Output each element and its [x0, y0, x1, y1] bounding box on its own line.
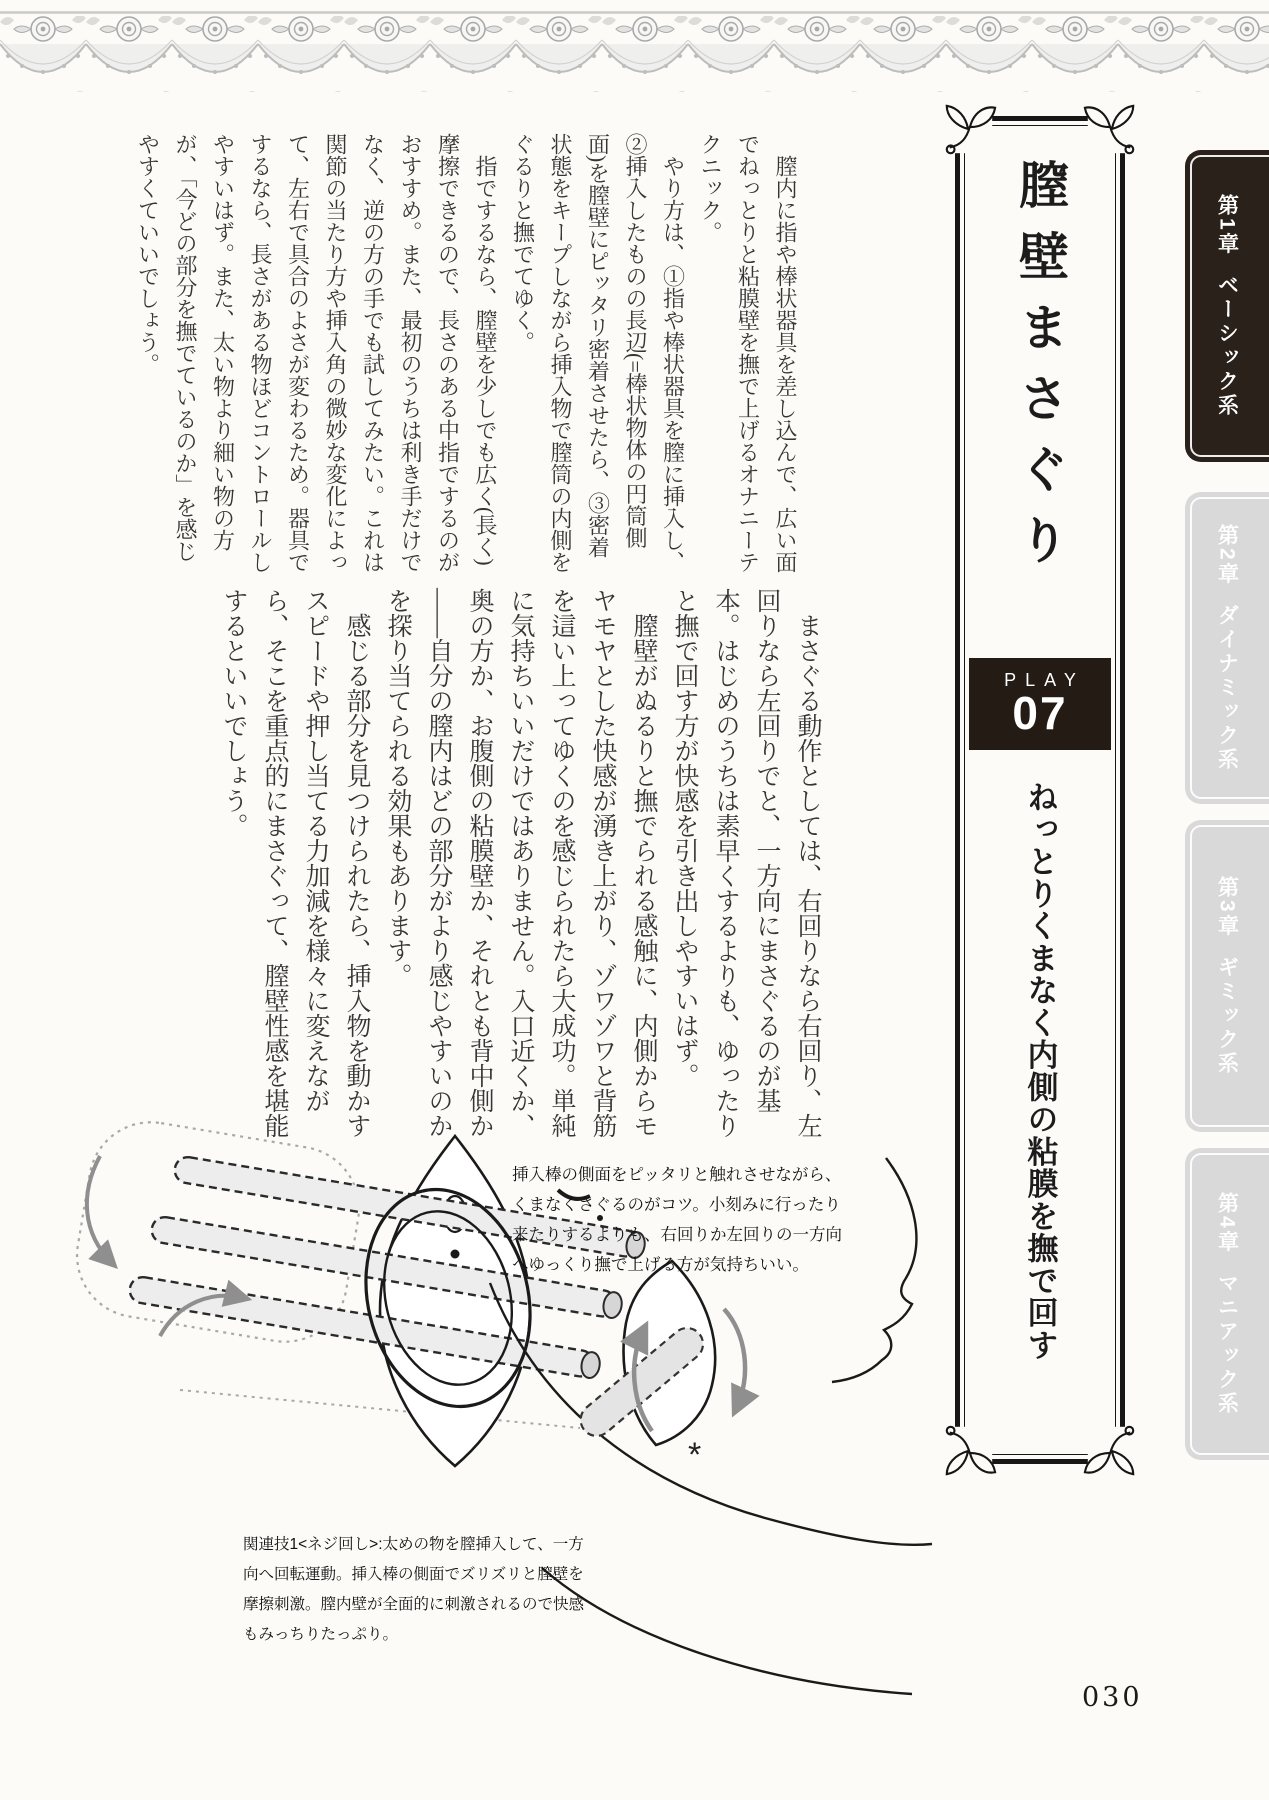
- motion-arrow-icon: [87, 1156, 112, 1263]
- tab-chapter-name: ギミック系: [1215, 956, 1239, 1077]
- body-text-block-2: [128, 588, 828, 1138]
- tab-label: [1217, 1192, 1238, 1417]
- illustration-caption: 挿入棒の側面をピッタリと触れさせながら、くまなくさぐるのがコツ。小刻みに行ったり来たりするよりも、右回りか左回りの一方向へゆっくり撫で上げる方が気持ちいい。: [512, 1166, 842, 1274]
- leaf-ornament-icon: [1082, 1421, 1140, 1479]
- paragraph: まさぐる動作としては、右回りなら右回り、左回りなら左回りでと、一方向にまさぐるのが基本。はじめのうちは素早くするよりも、ゆったりと撫で回す方が快感を引き出しやすいはず。: [671, 588, 821, 1138]
- tab-chapter-1-basic: [1185, 150, 1269, 462]
- title-frame: [955, 116, 1125, 1464]
- rose-lace-border-icon: [0, 10, 1269, 92]
- tab-label: [1217, 194, 1238, 419]
- paragraph: 指でするなら、膣壁を少しでも広く(長く)摩擦できるので、長さのある中指でするのがおすすめ。また、最初のうちは利き手だけでなく、逆の方の手でも試してみたい。これは関節の当たり方や挿入角の微妙な変化によって、左右で具合のよさが変わるため。器具でするなら、長さがある物ほどコントロールしやすいはず。また、太い物より細い物の方が、「今どの部分を撫でているのか」を感じやすくていいでしょう。: [135, 133, 498, 573]
- tab-chapter-2-dynamic: [1185, 492, 1269, 804]
- tab-label: [1217, 524, 1238, 773]
- page-number: 030: [1082, 1682, 1143, 1713]
- body-text-block-1: [128, 133, 804, 576]
- paragraph: やり方は、①指や棒状器具を膣に挿入し、②挿入したものの長辺(=棒状物体の円筒側面)を膣壁にピッタリ密着させたら、③密着状態をキープしながら挿入物で膣筒の内側をぐるりと撫でてゆく。: [510, 133, 686, 573]
- play-label: PLAY: [1004, 669, 1085, 690]
- tab-chapter-name: マニアック系: [1215, 1272, 1239, 1417]
- page-title: 膣壁まさぐり: [1012, 159, 1068, 585]
- technique-subtitle: ねっとりくまなく内側の粘膜を撫で回す: [1022, 781, 1058, 1362]
- tab-chapter-number: 第3章: [1215, 875, 1239, 939]
- asterisk-mark: *: [688, 1436, 702, 1474]
- tab-chapter-name: ベーシック系: [1215, 274, 1239, 419]
- tab-chapter-3-gimmick: [1185, 820, 1269, 1132]
- tab-chapter-number: 第2章: [1215, 523, 1239, 587]
- leaf-ornament-icon: [940, 101, 998, 159]
- tab-chapter-number: 第1章: [1215, 193, 1239, 257]
- rotation-arrow-icon: [724, 1309, 745, 1409]
- tab-label: [1217, 876, 1238, 1077]
- tab-chapter-name: ダイナミック系: [1215, 604, 1239, 773]
- leaf-ornament-icon: [1082, 101, 1140, 159]
- related-technique-caption: 関連技1<ネジ回し>:太めの物を膣挿入して、一方向へ回転運動。挿入棒の側面でズリズリと膣壁を摩擦刺激。膣内壁が全面的に刺激されるので快感もみっちりたっぷり。: [243, 1536, 585, 1643]
- play-number: 07: [1012, 686, 1068, 739]
- tab-chapter-number: 第4章: [1215, 1191, 1239, 1255]
- play-number-badge: [969, 658, 1111, 750]
- tab-chapter-4-maniac: [1185, 1148, 1269, 1460]
- paragraph: 膣壁がぬるりと撫でられる感触に、内側からモヤモヤとした快感が湧き上がり、ゾワゾワと背筋を這い上ってゆくのを感じられたら大成功。単純に気持ちいいだけではありません。入口近くか、奥の方か、お腹側の粘膜壁か、それとも背中側か――自分の膣内はどの部分がより感じやすいのかを探り当てられる効果もあります。: [384, 588, 657, 1138]
- paragraph: 感じる部分を見つけられたら、挿入物を動かすスピードや押し当てる力加減を様々に変えながら、そこを重点的にまさぐって、膣壁性感を堪能するといいでしょう。: [220, 588, 370, 1138]
- paragraph: 膣内に指や棒状器具を差し込んで、広い面でねっとりと粘膜壁を撫で上げるオナニーテクニック。: [698, 133, 798, 573]
